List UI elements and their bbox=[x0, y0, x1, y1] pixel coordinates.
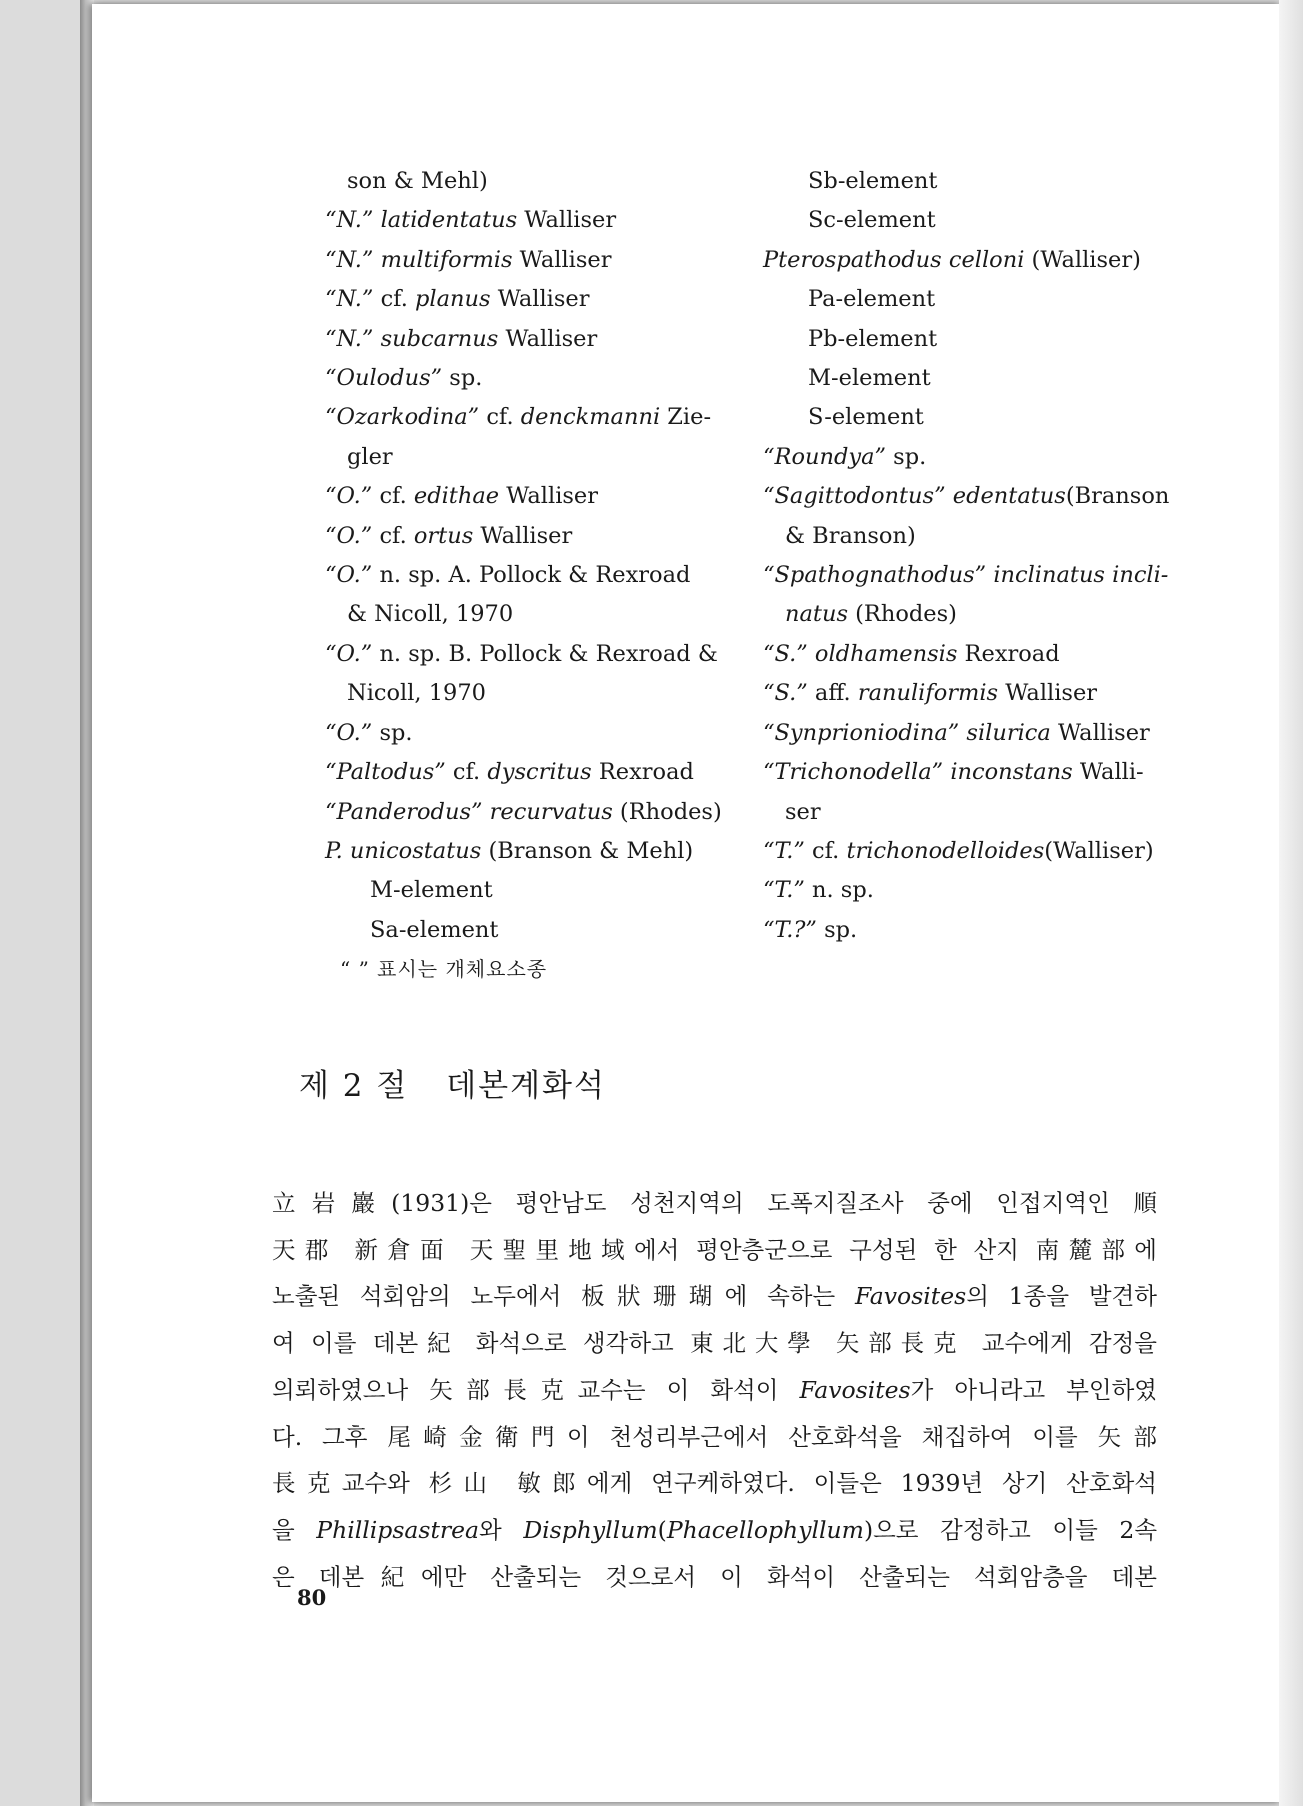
text-run: trichonodelloides bbox=[846, 837, 1045, 864]
species-entry bbox=[763, 477, 1170, 516]
text-run: dyscritus bbox=[487, 759, 592, 786]
text-run: 의뢰하였으나 矢部長克교수는 이 화석이 bbox=[272, 1375, 800, 1404]
text-run: silurica bbox=[966, 719, 1051, 746]
text-run: “O.” bbox=[325, 719, 380, 746]
text-run: Rexroad bbox=[591, 759, 694, 786]
text-run: cf. bbox=[812, 837, 847, 864]
text-run: “N.” bbox=[325, 246, 381, 273]
species-entry bbox=[325, 595, 725, 634]
text-run bbox=[946, 483, 953, 509]
species-entry bbox=[763, 674, 1163, 713]
text-run: cf. bbox=[379, 483, 414, 510]
text-run bbox=[483, 799, 490, 825]
species-entry bbox=[325, 911, 725, 950]
text-run: (Rhodes) bbox=[848, 601, 957, 628]
text-run: “N.” bbox=[325, 286, 381, 313]
text-run: (Branson & Mehl) bbox=[481, 837, 694, 864]
species-entry bbox=[325, 871, 725, 910]
text-run: M-element bbox=[370, 877, 493, 904]
species-entry bbox=[325, 517, 725, 556]
body-line bbox=[272, 1180, 1157, 1227]
species-entry bbox=[325, 241, 725, 280]
text-run: Walliser bbox=[512, 246, 612, 273]
text-run: aff. bbox=[814, 680, 858, 707]
body-line bbox=[272, 1367, 1157, 1414]
text-run: “Trichonodella” bbox=[763, 759, 944, 786]
text-run: Walliser bbox=[998, 680, 1098, 707]
text-run: 立岩巖(1931)은 평안남도 성천지역의 도폭지질조사 중에 인접지역인 順 bbox=[272, 1189, 1157, 1217]
species-entry bbox=[325, 477, 725, 516]
text-run: “Roundya” bbox=[763, 443, 887, 470]
text-run: “Spathognathodus” bbox=[763, 562, 987, 589]
text-run: sp. bbox=[442, 365, 483, 392]
text-run: S-element bbox=[808, 404, 924, 431]
text-run: M-element bbox=[808, 365, 931, 392]
species-list-right bbox=[763, 162, 1170, 950]
species-entry bbox=[325, 359, 725, 398]
text-run: 다. 그후 尾崎金衛門이 천성리부근에서 산호화석을 채집하여 이를 矢部 bbox=[272, 1422, 1157, 1451]
species-entry bbox=[763, 832, 1163, 871]
species-entry bbox=[325, 201, 725, 240]
text-run: 노출된 석회암의 노두에서 板狀珊瑚에 속하는 bbox=[272, 1282, 856, 1311]
species-entry bbox=[763, 793, 1163, 832]
section-heading bbox=[299, 1060, 606, 1105]
text-run: Sb-element bbox=[808, 168, 938, 194]
species-entry bbox=[325, 162, 725, 201]
text-run: “Sagittodontus” bbox=[763, 483, 946, 510]
text-run: “O.” bbox=[325, 483, 380, 510]
text-run: n. sp. B. Pollock & Rexroad & bbox=[379, 640, 718, 667]
text-run: sp. bbox=[886, 443, 927, 470]
text-run: Walliser bbox=[490, 286, 590, 313]
body-line bbox=[272, 1273, 1157, 1320]
text-run: cf. bbox=[379, 522, 414, 549]
text-run: 가 아니라고 부인하였 bbox=[910, 1375, 1157, 1404]
species-entry bbox=[325, 280, 725, 319]
species-entry bbox=[763, 753, 1163, 792]
text-run: oldhamensis bbox=[814, 640, 958, 667]
text-run: Disphyllum bbox=[523, 1515, 658, 1544]
species-entry bbox=[763, 517, 1163, 556]
text-run: subcarnus bbox=[380, 325, 499, 352]
text-run: “Oulodus” bbox=[325, 365, 443, 392]
text-run: (Walliser) bbox=[1044, 837, 1154, 864]
text-run: “O.” bbox=[325, 640, 380, 667]
text-run: Zie- bbox=[660, 404, 712, 431]
body-line bbox=[272, 1320, 1157, 1367]
species-entry bbox=[325, 714, 725, 753]
text-run: “T.” bbox=[763, 837, 813, 864]
text-run: “Paltodus” bbox=[325, 759, 446, 786]
body-line bbox=[272, 1227, 1157, 1274]
text-run: “T.” bbox=[763, 877, 813, 904]
text-run: Phacellophyllum bbox=[666, 1515, 864, 1544]
text-run bbox=[942, 247, 949, 273]
footnote: “ ” 표시는 개체요소종 bbox=[340, 957, 548, 982]
text-run: n. sp. bbox=[812, 877, 874, 904]
text-run: 을 bbox=[272, 1515, 317, 1544]
body-line bbox=[272, 1414, 1157, 1461]
text-run: “Synprioniodina” bbox=[763, 719, 960, 746]
text-run: Sa-element bbox=[370, 916, 499, 943]
text-run: 의 1종을 발견하 bbox=[966, 1282, 1157, 1311]
text-run: 여 이를 데본紀 화석으로 생각하고 東北大學 矢部長克 교수에게 감정을 bbox=[272, 1329, 1157, 1358]
text-run: gler bbox=[347, 443, 393, 470]
species-entry bbox=[325, 753, 725, 792]
text-run: Walliser bbox=[1050, 719, 1150, 746]
text-run: inconstans bbox=[950, 759, 1073, 786]
body-line bbox=[272, 1460, 1157, 1507]
text-run: Pterospathodus bbox=[763, 246, 942, 273]
text-run: & Nicoll, 1970 bbox=[347, 601, 514, 628]
text-run: denckmanni bbox=[520, 404, 661, 431]
text-run: Pb-element bbox=[808, 325, 938, 352]
species-entry bbox=[325, 793, 725, 832]
species-entry bbox=[325, 320, 725, 359]
text-run: ( bbox=[657, 1515, 667, 1544]
text-run: cf. bbox=[380, 286, 415, 313]
text-run: Phillipsastrea bbox=[316, 1515, 480, 1544]
text-run: “N.” bbox=[325, 207, 381, 234]
text-run: “S.” bbox=[763, 680, 815, 707]
text-run: inclinatus incli- bbox=[993, 562, 1169, 589]
text-run: n. sp. A. Pollock & Rexroad bbox=[379, 562, 691, 589]
text-run: ranuliformis bbox=[857, 680, 999, 707]
page-right-edge bbox=[1279, 0, 1303, 1806]
text-run: cf. bbox=[479, 404, 521, 431]
text-run: Walliser bbox=[498, 325, 598, 352]
text-run: latidentatus bbox=[380, 207, 518, 234]
text-run: unicostatus bbox=[349, 837, 482, 864]
species-list-left bbox=[325, 162, 725, 990]
text-run: “O.” bbox=[325, 522, 380, 549]
species-entry bbox=[325, 398, 725, 437]
body-line bbox=[272, 1554, 1157, 1601]
text-run: “N.” bbox=[325, 325, 381, 352]
text-run: natus bbox=[785, 601, 848, 628]
text-run: Favosites bbox=[855, 1282, 967, 1311]
text-run: sp. bbox=[824, 916, 858, 943]
species-entry bbox=[763, 635, 1163, 674]
species-entry bbox=[763, 162, 1163, 201]
body-paragraph bbox=[272, 1180, 1157, 1600]
species-entry bbox=[763, 714, 1163, 753]
text-run: celloni bbox=[948, 246, 1025, 273]
text-run: planus bbox=[415, 286, 491, 313]
text-run: edithae bbox=[413, 483, 500, 510]
text-run: Pa-element bbox=[808, 286, 936, 313]
text-run: 와 bbox=[479, 1515, 524, 1544]
species-entry bbox=[763, 595, 1163, 634]
text-run: Nicoll, 1970 bbox=[347, 680, 486, 707]
species-entry bbox=[763, 359, 1163, 398]
text-run: & Branson) bbox=[785, 522, 916, 549]
text-run: Walliser bbox=[517, 207, 617, 234]
species-entry bbox=[763, 280, 1163, 319]
text-run: “T.?” bbox=[763, 916, 825, 943]
species-entry bbox=[325, 832, 725, 871]
text-run: P. bbox=[325, 837, 350, 864]
page-number: 80 bbox=[297, 1585, 327, 1610]
text-run: “Ozarkodina” bbox=[325, 404, 480, 431]
body-line bbox=[272, 1507, 1157, 1554]
text-run: sp. bbox=[379, 719, 413, 746]
species-entry bbox=[763, 201, 1163, 240]
text-run: Walliser bbox=[499, 483, 599, 510]
species-entry bbox=[763, 871, 1163, 910]
text-run: Rexroad bbox=[957, 640, 1060, 667]
species-entry bbox=[763, 320, 1163, 359]
text-run: 은 데본紀에만 산출되는 것으로서 이 화석이 산출되는 석회암층을 데본 bbox=[272, 1562, 1157, 1591]
species-entry bbox=[763, 556, 1169, 595]
text-run: edentatus bbox=[952, 483, 1066, 510]
species-entry bbox=[763, 241, 1163, 280]
text-run: Favosites bbox=[799, 1375, 911, 1404]
text-run: multiformis bbox=[380, 246, 513, 273]
text-run: “O.” bbox=[325, 562, 380, 589]
section-title: 데본계화석 bbox=[446, 1068, 606, 1104]
text-run: recurvatus bbox=[489, 798, 613, 825]
text-run: “S.” bbox=[763, 640, 815, 667]
species-entry bbox=[763, 911, 1163, 950]
text-run: Walli- bbox=[1072, 759, 1144, 786]
text-run: )으로 감정하고 이들 2속 bbox=[863, 1515, 1158, 1544]
text-run: ser bbox=[785, 798, 821, 825]
text-run: son & Mehl) bbox=[347, 168, 488, 194]
text-run: 天郡 新倉面 天聖里地域에서 평안층군으로 구성된 한 산지 南麓部에 bbox=[272, 1235, 1157, 1264]
text-run: Sc-element bbox=[808, 207, 936, 234]
species-entry bbox=[325, 556, 725, 595]
text-run: cf. bbox=[445, 759, 488, 786]
species-entry bbox=[763, 438, 1163, 477]
text-run: (Walliser) bbox=[1024, 246, 1141, 273]
species-entry bbox=[763, 398, 1163, 437]
species-entry bbox=[325, 635, 725, 674]
text-run: 長克교수와 杉山 敏郎에게 연구케하였다. 이들은 1939년 상기 산호화석 bbox=[272, 1469, 1157, 1498]
text-run: (Branson bbox=[1065, 483, 1170, 510]
species-entry bbox=[325, 438, 725, 477]
species-entry bbox=[325, 674, 725, 713]
section-number: 제 2 절 bbox=[299, 1068, 409, 1104]
text-run: “Panderodus” bbox=[325, 798, 483, 825]
text-run: (Rhodes) bbox=[612, 798, 722, 825]
text-run: ortus bbox=[413, 522, 474, 549]
text-run: Walliser bbox=[473, 522, 573, 549]
